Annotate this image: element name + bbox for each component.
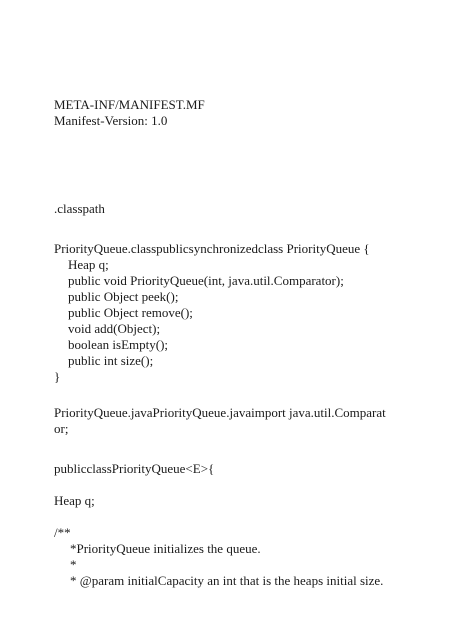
class-header-line: PriorityQueue.classpublicsynchronizedclass PriorityQueue { bbox=[54, 241, 370, 256]
doc-comment-open: /** bbox=[54, 525, 71, 540]
code-line: public Object remove(); bbox=[68, 305, 193, 320]
java-import-continuation: or; bbox=[54, 421, 69, 436]
doc-comment-line: * bbox=[70, 557, 77, 572]
code-line: public int size(); bbox=[68, 353, 154, 368]
closing-brace-line: } bbox=[54, 369, 61, 384]
code-line: boolean isEmpty(); bbox=[68, 337, 169, 352]
code-line: Heap q; bbox=[68, 257, 109, 272]
code-line: public Object peek(); bbox=[68, 289, 179, 304]
doc-comment-line: *PriorityQueue initializes the queue. bbox=[70, 541, 261, 556]
classpath-line: .classpath bbox=[54, 201, 105, 216]
manifest-path-line: META-INF/MANIFEST.MF bbox=[54, 97, 205, 112]
code-line: public void PriorityQueue(int, java.util.Comparator); bbox=[68, 273, 344, 288]
doc-comment-line: * @param initialCapacity an int that is the heaps initial size. bbox=[70, 573, 384, 588]
java-import-line: PriorityQueue.javaPriorityQueue.javaimport java.util.Comparat bbox=[54, 405, 386, 420]
code-line: void add(Object); bbox=[68, 321, 161, 336]
class-declaration-line: publicclassPriorityQueue<E>{ bbox=[54, 461, 215, 476]
manifest-version-line: Manifest-Version: 1.0 bbox=[54, 113, 168, 128]
heap-declaration-line: Heap q; bbox=[54, 493, 95, 508]
